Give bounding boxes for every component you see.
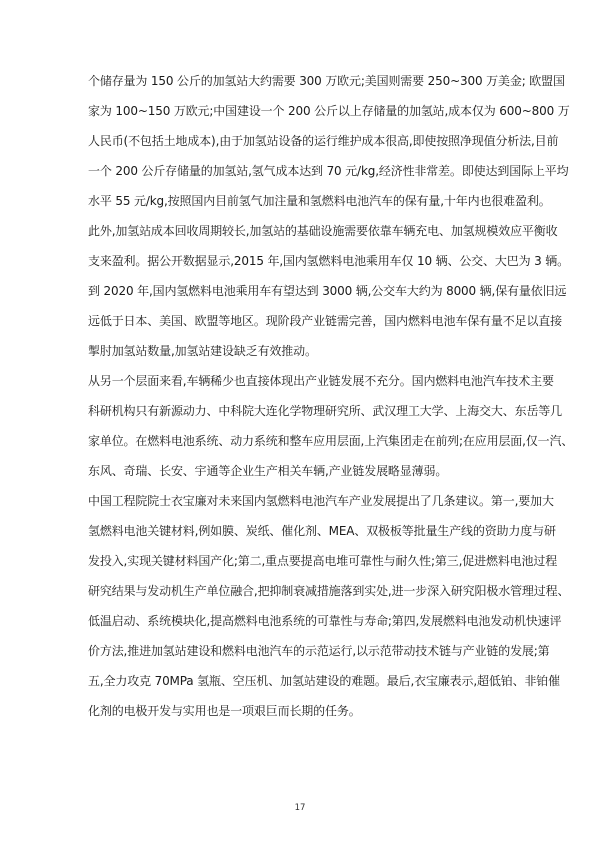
text-line: 家为 100~150 万欧元;中国建设一个 200 公斤以上存储量的加氢站,成本仅为 600~800 万 <box>88 104 570 118</box>
text-line: 此外,加氢站成本回收周期较长,加氢站的基础设施需要依靠车辆充电、加氢规模效应平衡收 <box>88 224 558 238</box>
text-line: 到 2020 年,国内氢燃料电池乘用车有望达到 3000 辆,公交车大约为 8000 辆,保有量依旧远 <box>88 284 567 298</box>
text-line: 家单位。在燃料电池系统、动力系统和整车应用层面,上汽集团走在前列;在应用层面,仅一汽、 <box>88 434 574 448</box>
text-line: 个储存量为 150 公斤的加氢站大约需要 300 万欧元;美国则需要 250~300 万美金; 欧盟国 <box>88 74 565 88</box>
text-line: 从另一个层面来看,车辆稀少也直接体现出产业链发展不充分。国内燃料电池汽车技术主要 <box>88 374 554 388</box>
text-line: 氢燃料电池关键材料,例如膜、炭纸、催化剂、MEA、双极板等批量生产线的资助力度与研 <box>88 524 556 538</box>
page-number: 17 <box>294 803 306 813</box>
text-line: 科研机构只有新源动力、中科院大连化学物理研究所、武汉理工大学、上海交大、东岳等几 <box>88 404 563 418</box>
text-line: 研究结果与发动机生产单位融合,把抑制衰减措施落到实处,进一步深入研究阳极水管理过程、 <box>88 584 570 598</box>
text-line: 水平 55 元/kg,按照国内目前氢气加注量和氢燃料电池汽车的保有量,十年内也很难盈利。 <box>88 194 551 208</box>
text-line: 五,全力攻克 70MPa 氢瓶、空压机、加氢站建设的难题。最后,衣宝廉表示,超低铂、非铂催 <box>88 674 560 688</box>
text-line: 低温启动、系统模块化,提高燃料电池系统的可靠性与寿命;第四,发展燃料电池发动机快速评 <box>88 614 562 628</box>
text-line: 一个 200 公斤存储量的加氢站,氢气成本达到 70 元/kg,经济性非常差。即使达到国际上平均 <box>88 164 569 178</box>
text-line: 发投入,实现关键材料国产化;第二,重点要提高电堆可靠性与耐久性;第三,促进燃料电池过程 <box>88 554 558 568</box>
text-line: 远低于日本、美国、欧盟等地区。现阶段产业链需完善，国内燃料电池车保有量不足以直接 <box>88 314 563 328</box>
text-line: 化剂的电极开发与实用也是一项艰巨而长期的任务。 <box>88 704 361 718</box>
text-line: 价方法,推进加氢站建设和燃料电池汽车的示范运行,以示范带动技术链与产业链的发展;第 <box>88 644 550 658</box>
text-line: 中国工程院院士衣宝廉对未来国内氢燃料电池汽车产业发展提出了几条建议。第一,要加大 <box>88 494 554 508</box>
text-line: 支来盈利。据公开数据显示,2015 年,国内氢燃料电池乘用车仅 10 辆、公交、大巴为 3 辆。 <box>88 254 569 268</box>
text-line: 人民币(不包括土地成本),由于加氢站设备的运行维护成本很高,即使按照净现值分析法,目前 <box>88 134 559 148</box>
text-line: 东风、奇瑞、长安、宇通等企业生产相关车辆,产业链发展略显薄弱。 <box>88 464 448 478</box>
text-line: 掣肘加氢站数量,加氢站建设缺乏有效推动。 <box>88 344 317 358</box>
